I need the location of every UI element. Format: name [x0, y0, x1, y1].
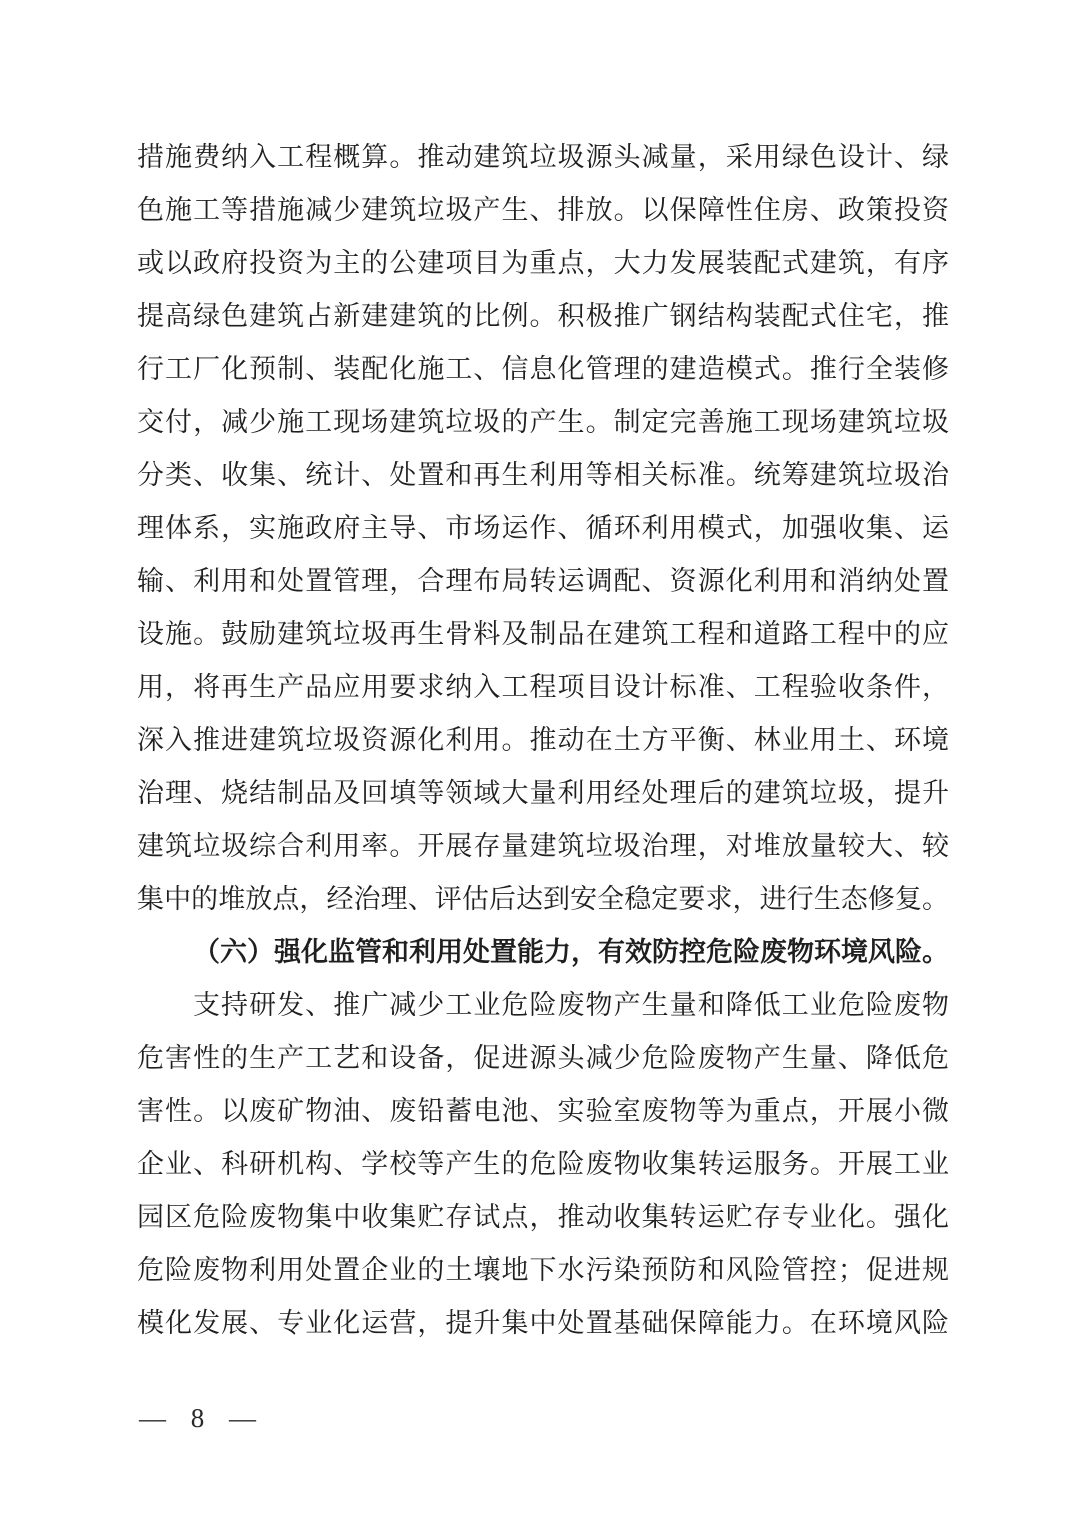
body-line: 危害性的生产工艺和设备，促进源头减少危险废物产生量、降低危	[137, 1043, 949, 1073]
body-line: 提高绿色建筑占新建建筑的比例。积极推广钢结构装配式住宅，推	[137, 301, 949, 331]
body-line: 理体系，实施政府主导、市场运作、循环利用模式，加强收集、运	[137, 513, 949, 543]
body-line: 行工厂化预制、装配化施工、信息化管理的建造模式。推行全装修	[137, 354, 949, 384]
body-line: 深入推进建筑垃圾资源化利用。推动在土方平衡、林业用土、环境	[137, 725, 949, 755]
body-line: 用，将再生产品应用要求纳入工程项目设计标准、工程验收条件，	[137, 672, 949, 702]
body-line: 治理、烧结制品及回填等领域大量利用经处理后的建筑垃圾，提升	[137, 778, 949, 808]
body-line: 支持研发、推广减少工业危险废物产生量和降低工业危险废物	[193, 990, 949, 1020]
body-line: 交付，减少施工现场建筑垃圾的产生。制定完善施工现场建筑垃圾	[137, 407, 949, 437]
body-line: 害性。以废矿物油、废铅蓄电池、实验室废物等为重点，开展小微	[137, 1096, 949, 1126]
body-line: 输、利用和处置管理，合理布局转运调配、资源化利用和消纳处置	[137, 566, 949, 596]
body-line: 园区危险废物集中收集贮存试点，推动收集转运贮存专业化。强化	[137, 1202, 949, 1232]
body-line: 集中的堆放点，经治理、评估后达到安全稳定要求，进行生态修复。	[137, 884, 949, 914]
body-line: 或以政府投资为主的公建项目为重点，大力发展装配式建筑，有序	[137, 248, 949, 278]
body-line: 企业、科研机构、学校等产生的危险废物收集转运服务。开展工业	[137, 1149, 949, 1179]
body-line: 设施。鼓励建筑垃圾再生骨料及制品在建筑工程和道路工程中的应	[137, 619, 949, 649]
body-line: 色施工等措施减少建筑垃圾产生、排放。以保障性住房、政策投资	[137, 195, 949, 225]
page-number: — 8 —	[139, 1403, 258, 1433]
document-body	[137, 131, 949, 1350]
section-heading-6: （六）强化监管和利用处置能力，有效防控危险废物环境风险。	[193, 937, 949, 967]
body-line: 建筑垃圾综合利用率。开展存量建筑垃圾治理，对堆放量较大、较	[137, 831, 949, 861]
body-line: 模化发展、专业化运营，提升集中处置基础保障能力。在环境风险	[137, 1308, 949, 1338]
body-line: 措施费纳入工程概算。推动建筑垃圾源头减量，采用绿色设计、绿	[137, 142, 949, 172]
body-line: 危险废物利用处置企业的土壤地下水污染预防和风险管控；促进规	[137, 1255, 949, 1285]
body-line: 分类、收集、统计、处置和再生利用等相关标准。统筹建筑垃圾治	[137, 460, 949, 490]
